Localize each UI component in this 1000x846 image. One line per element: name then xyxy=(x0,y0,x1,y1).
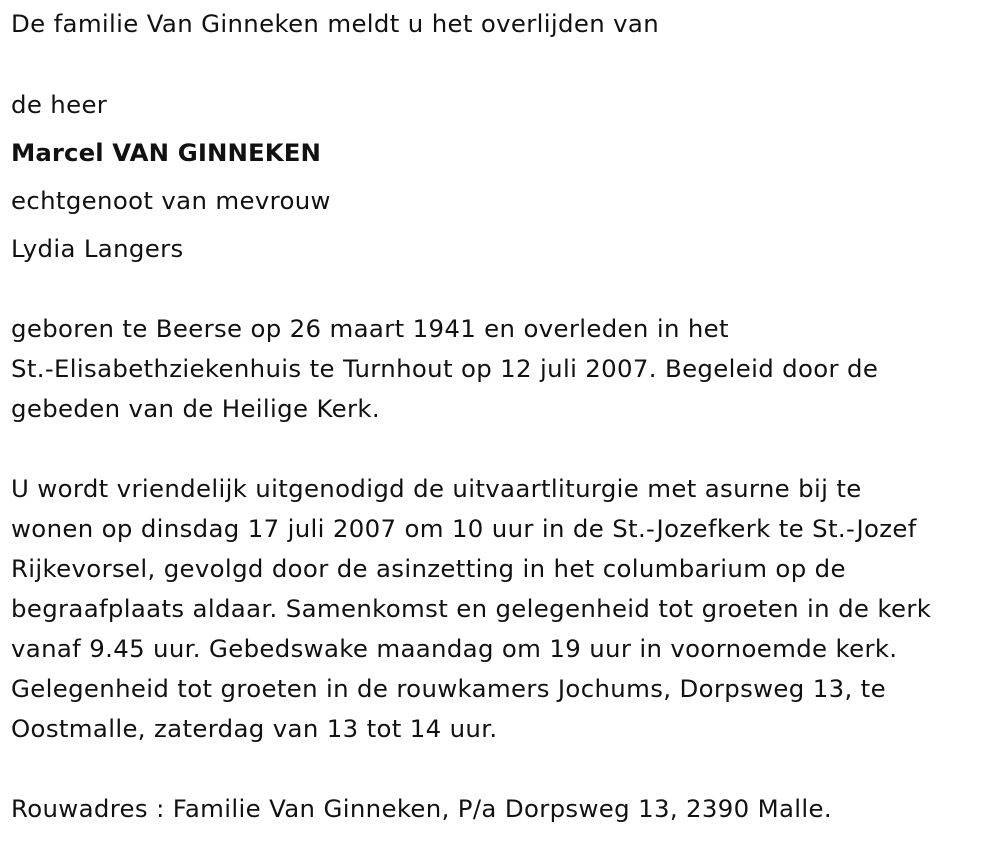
funeral-line: Oostmalle, zaterdag van 13 tot 14 uur. xyxy=(11,714,498,743)
birth-death-line: geboren te Beerse op 26 maart 1941 en overleden in het xyxy=(11,314,729,343)
deceased-name: Marcel VAN GINNEKEN xyxy=(11,138,322,167)
spouse-name: Lydia Langers xyxy=(11,234,184,263)
funeral-line: Gelegenheid tot groeten in de rouwkamers Jochums, Dorpsweg 13, te xyxy=(11,674,886,703)
funeral-line: begraafplaats aldaar. Samenkomst en gelegenheid tot groeten in de kerk xyxy=(11,594,932,623)
mourning-address: Rouwadres : Familie Van Ginneken, P/a Dorpsweg 13, 2390 Malle. xyxy=(11,794,833,823)
birth-death-line: gebeden van de Heilige Kerk. xyxy=(11,394,380,423)
intro-text: De familie Van Ginneken meldt u het overlijden van xyxy=(11,9,660,38)
funeral-line: wonen op dinsdag 17 juli 2007 om 10 uur in de St.-Jozefkerk te St.-Jozef xyxy=(11,514,917,543)
relation-text: echtgenoot van mevrouw xyxy=(11,186,331,215)
honorific: de heer xyxy=(11,90,108,119)
funeral-line: vanaf 9.45 uur. Gebedswake maandag om 19 uur in voornoemde kerk. xyxy=(11,634,898,663)
funeral-line: Rijkevorsel, gevolgd door de asinzetting in het columbarium op de xyxy=(11,554,846,583)
funeral-line: U wordt vriendelijk uitgenodigd de uitvaartliturgie met asurne bij te xyxy=(11,474,862,503)
birth-death-line: St.-Elisabethziekenhuis te Turnhout op 12 juli 2007. Begeleid door de xyxy=(11,354,879,383)
